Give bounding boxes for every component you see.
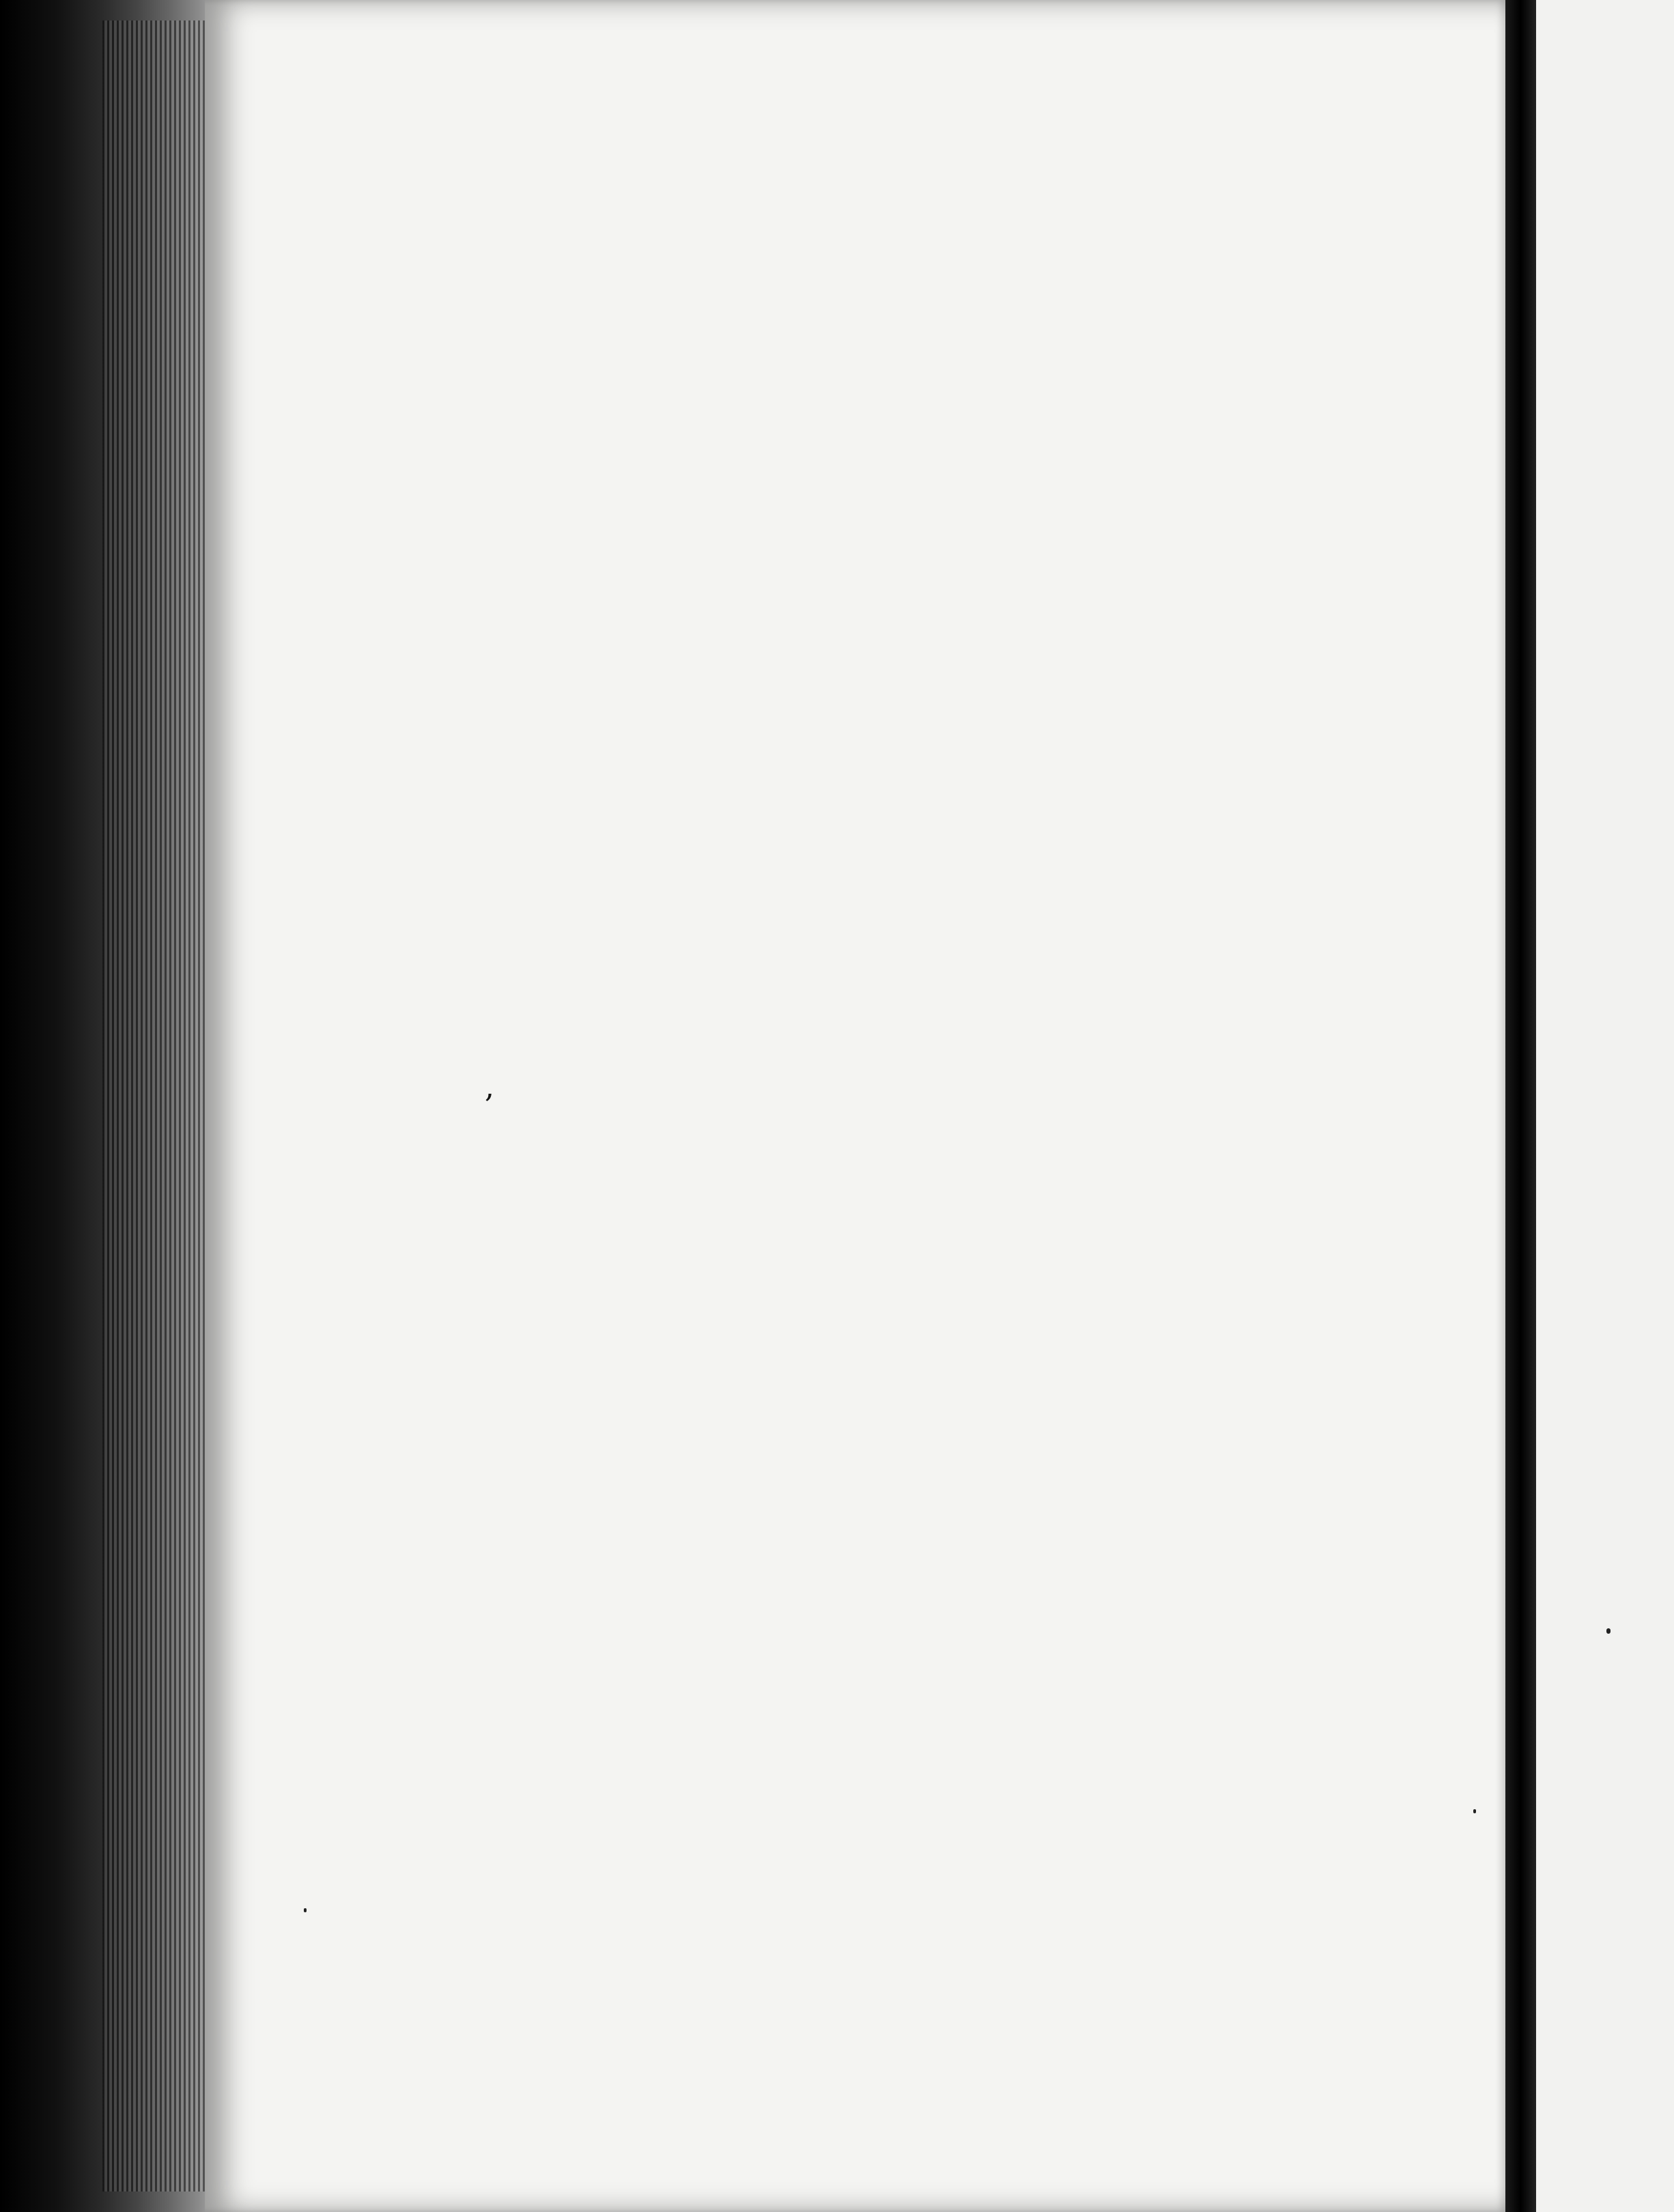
scan-speck [304,1908,307,1912]
scan-speck [1606,1628,1611,1634]
affidavit-line-1: , [485,1070,494,1105]
scan-speck [1473,1809,1476,1813]
affidavit-text [451,1065,1386,1110]
book-gutter [1505,0,1536,2212]
adjacent-page [1536,0,1674,2212]
